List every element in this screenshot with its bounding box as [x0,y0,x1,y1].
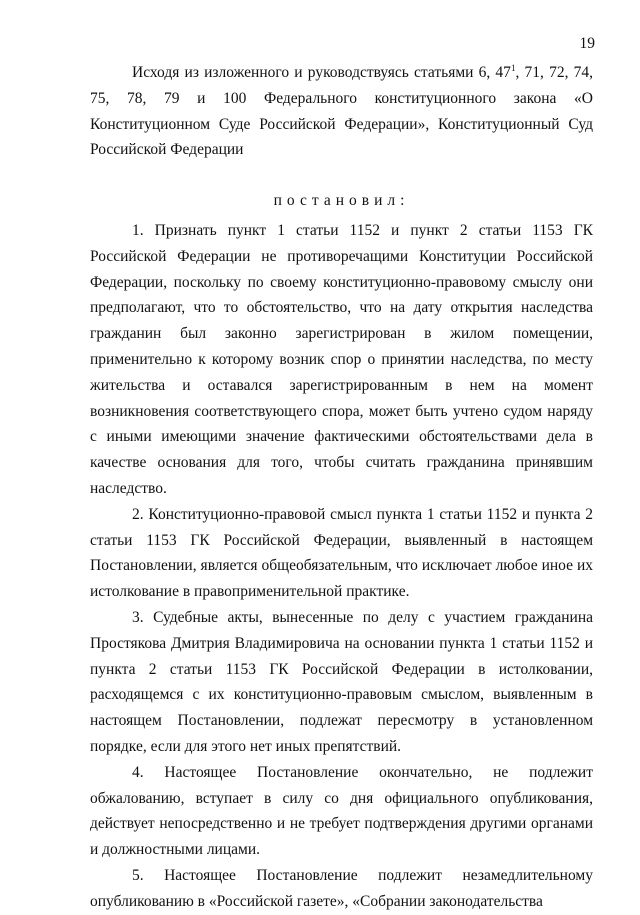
clause-4: 4. Настоящее Постановление окончательно, не подлежит обжалованию, вступает в силу со дня официального опубликования, действует непосредственно и не требует подтверждения другими органами и должностными лицами. [90,763,593,859]
clause-3: 3. Судебные акты, вынесенные по делу с участием гражданина Простякова Дмитрия Владимировича на основании пункта 1 статьи 1152 и пункта 2 статьи 1153 ГК Российской Федерации в истолковании, расходящемся с их конституционно-правовым смыслом, выявленным в настоящем Постановлении, подлежат пересмотру в установленном порядке, если для этого нет иных препятствий. [90,608,593,755]
intro-text-start: Исходя из изложенного и руководствуясь статьями 6, 47 [132,64,511,81]
clause-1: 1. Признать пункт 1 статьи 1152 и пункт 2 статьи 1153 ГК Российской Федерации не противоречащими Конституции Российской Федерации, поскольку по своему конституционно-правовому смыслу они предполагают, что то обстоятельство, что на дату открытия наследства гражданин был законно зарегистрирован в жилом помещении, применительно к которому возник спор о принятии наследства, по месту жительства и оставался зарегистрированным в нем на момент возникновения соответствующего спора, может быть учтено судом наряду с иными имеющими значение фактическими обстоятельствами дела в качестве основания для того, чтобы считать гражданина принявшим наследство. [90,221,593,497]
page-number: 19 [579,35,595,52]
clause-5: 5. Настоящее Постановление подлежит незамедлительному опубликованию в «Российской газете», «Собрании законодательства [90,866,593,910]
decision-heading: постановил: [273,192,410,210]
intro-paragraph [90,60,593,163]
article-superscript: 1 [510,63,516,73]
intro-text-end: , 71, 72, 74, 75, 78, 79 и 100 Федерального конституционного закона «О Конституционном Суде Российской Федерации», Конституционный Суд Российской Федерации [90,64,593,159]
clause-2: 2. Конституционно-правовой смысл пункта 1 статьи 1152 и пункта 2 статьи 1153 ГК Российской Федерации, выявленный в настоящем Постановлении, является общеобязательным, что исключает любое иное их истолкование в правоприменительной практике. [90,505,593,601]
document-body [90,60,593,915]
